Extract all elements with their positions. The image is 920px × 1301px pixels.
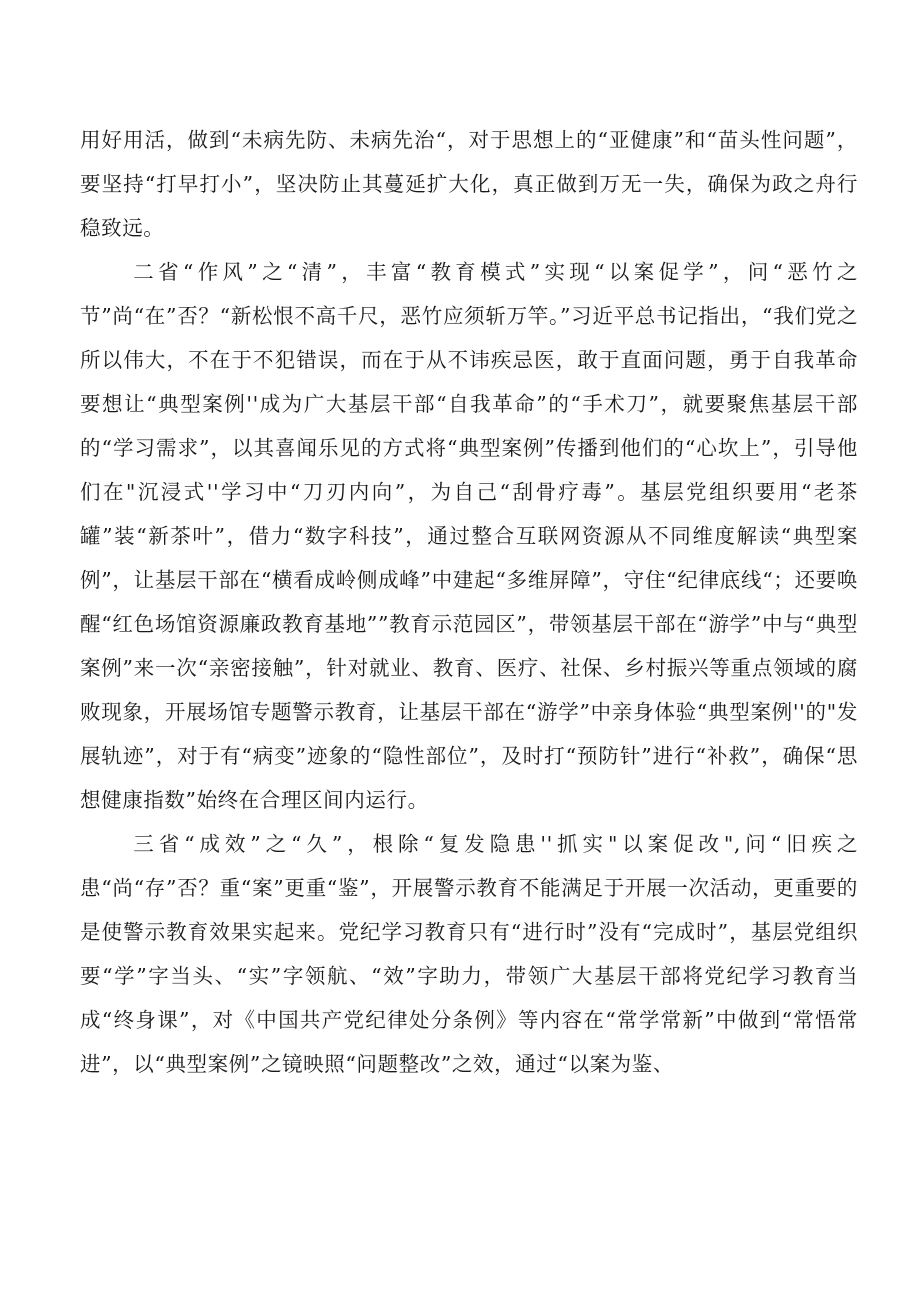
paragraph-third-reflection: 三省“成效”之“久”，根除“复发隐患''抓实"以案促改",问“旧疾之患“尚“存”否？重“案”更重“鉴”，开展警示教育不能满足于开展一次活动，更重要的是使警示教育效果实起来。党纪学习教育只有“进行时”没有“完成时”，基层党组织要“学”字当头、“实”字领航、“效”字助力，带领广大基层干部将党纪学习教育当成“终身课”，对《中国共产党纪律处分条例》等内容在“常学常新”中做到“常悟常进”，以“典型案例”之镜映照“问题整改”之效，通过“以案为鉴、 bbox=[80, 832, 858, 1076]
paragraph-continuation: 用好用活，做到“未病先防、未病先治“，对于思想上的“亚健康”和“苗头性问题”，要坚持“打早打小”，坚决防止其蔓延扩大化，真正做到万无一失，确保为政之舟行稳致远。 bbox=[80, 128, 858, 240]
paragraph-second-reflection: 二省“作风”之“清”，丰富“教育模式”实现“以案促学”，问“恶竹之节”尚“在”否？“新松恨不高千尺，恶竹应须斩万竿。”习近平总书记指出，“我们党之所以伟大，不在于不犯错误，而在于从不讳疾忌医，敢于直面问题，勇于自我革命要想让“典型案例''成为广大基层干部“自我革命”的“手术刀”，就要聚焦基层干部的“学习需求”，以其喜闻乐见的方式将“典型案例”传播到他们的“心坎上”，引导他们在"沉浸式''学习中“刀刃内向”，为自己“刮骨疗毒”。基层党组织要用“老茶罐”装“新茶叶”，借力“数字科技”，通过整合互联网资源从不同维度解读“典型案例”，让基层干部在“横看成岭侧成峰”中建起“多维屏障”，守住“纪律底线“；还要唤醒“红色场馆资源廉政教育基地””教育示范园区”，带领基层干部在“游学”中与“典型案例”来一次“亲密接触”，针对就业、教育、医疗、社保、乡村振兴等重点领域的腐败现象，开展场馆专题警示教育，让基层干部在“游学”中亲身体验“典型案例''的"发展轨迹”，对于有“病变”迹象的“隐性部位”，及时打“预防针”进行“补救”，确保“思想健康指数”始终在合理区间内运行。 bbox=[80, 260, 858, 812]
document-body bbox=[80, 118, 858, 1086]
